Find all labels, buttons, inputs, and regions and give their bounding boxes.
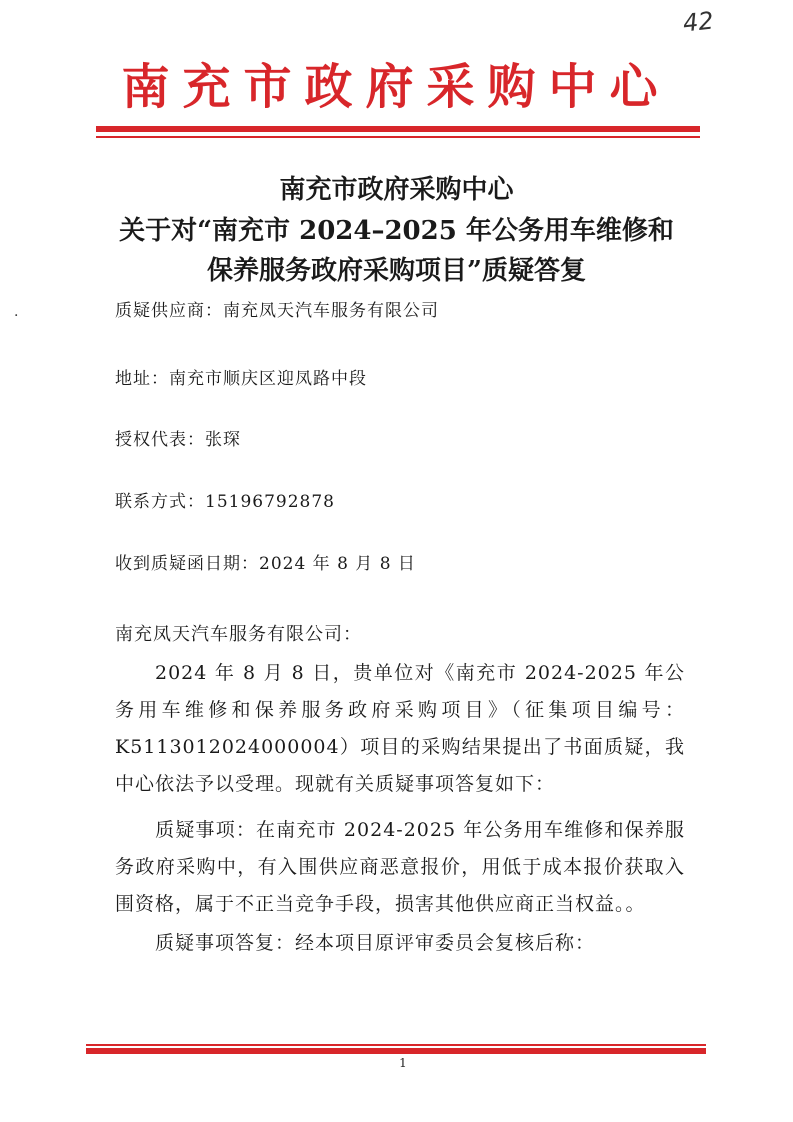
masthead-rule-thin [96,136,700,138]
page-number: 1 [399,1056,407,1070]
footer-rule-thin [86,1044,706,1046]
body-paragraph-1 [115,655,685,803]
body-paragraph-2 [115,812,685,923]
masthead-title: 南充市政府采购中心 [121,59,671,115]
address-line: 地址：南充市顺庆区迎凤路中段 [115,369,367,389]
scan-edge-mark: · [14,308,19,324]
body-paragraph-1-text: 2024 年 8 月 8 日，贵单位对《南充市 2024-2025 年公务用车维修和保养服务政府采购项目》（征集项目编号：K5113012024000004）项目的采购结果提出了书面质疑，我中心依法予以受理。现就有关质疑事项答复如下： [115,662,685,795]
masthead-rule-thick [96,126,700,132]
supplier-line: 质疑供应商：南充凤天汽车服务有限公司 [115,301,439,321]
handwritten-page-mark: 42 [681,6,715,38]
body-paragraph-3-text: 质疑事项答复：经本项目原评审委员会复核后称： [155,932,596,954]
body-paragraph-2-text: 质疑事项：在南充市 2024-2025 年公务用车维修和保养服务政府采购中，有入围供应商恶意报价，用低于成本报价获取入围资格，属于不正当竞争手段，损害其他供应商正当权益。。 [115,819,685,915]
doc-title-line-2: 关于对“南充市 2024–2025 年公务用车维修和 [119,216,674,246]
received-date-line: 收到质疑函日期：2024 年 8 月 8 日 [115,554,416,574]
doc-title-line-1: 南充市政府采购中心 [279,175,514,205]
contact-line: 联系方式：15196792878 [115,492,335,512]
body-paragraph-3 [115,925,685,962]
footer-rule-thick [86,1048,706,1054]
representative-line: 授权代表：张琛 [115,430,241,450]
doc-title-line-3: 保养服务政府采购项目”质疑答复 [207,256,586,286]
salutation: 南充凤天汽车服务有限公司： [115,624,362,645]
